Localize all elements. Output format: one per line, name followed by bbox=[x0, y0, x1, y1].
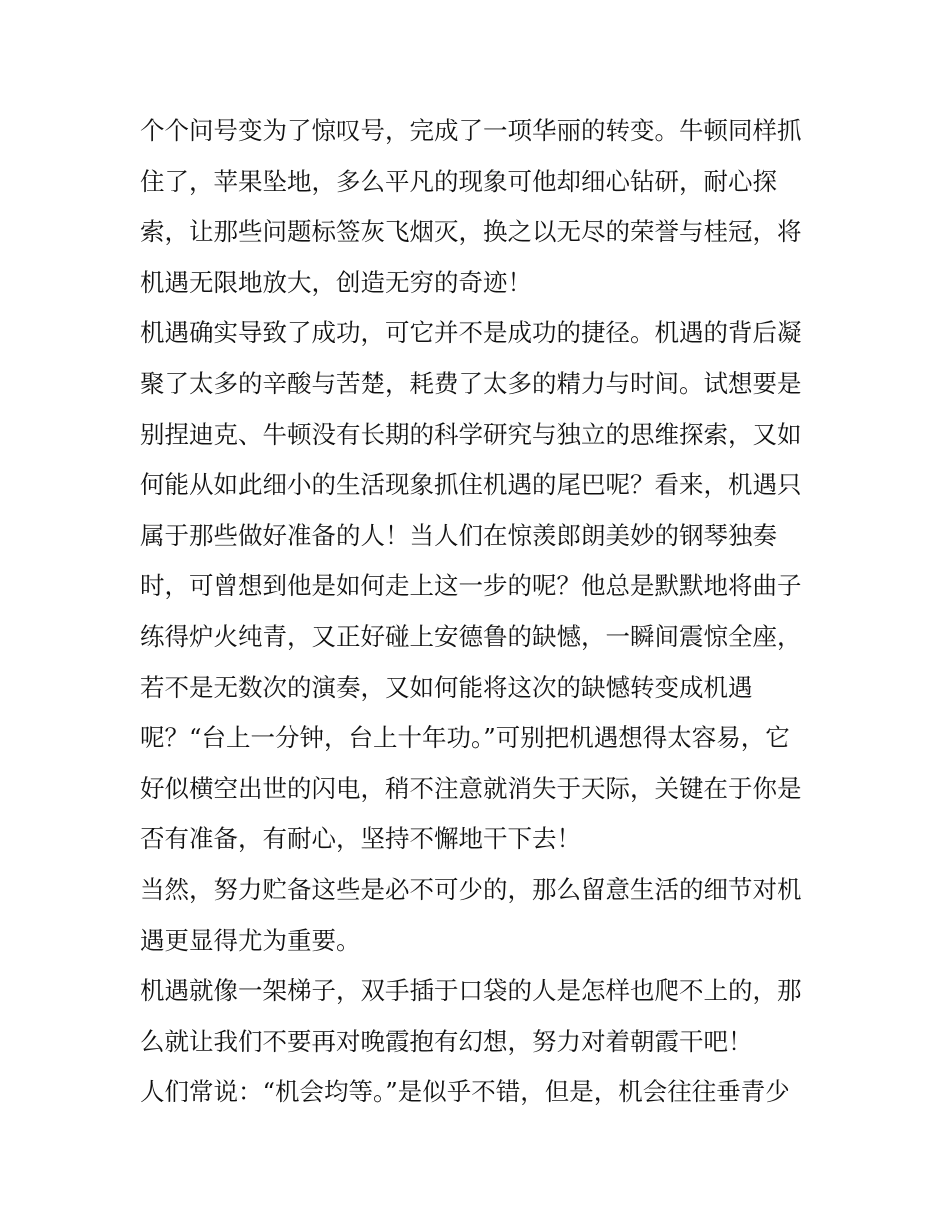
text-line: 呢？“台上一分钟，台上十年功。”可别把机遇想得太容易，它 bbox=[140, 723, 790, 753]
text-line: 属于那些做好准备的人！当人们在惊羡郎朗美妙的钢琴独奏 bbox=[140, 520, 777, 550]
text-line: 若不是无数次的演奏，又如何能将这次的缺憾转变成机遇 bbox=[140, 672, 753, 702]
text-line: 好似横空出世的闪电，稍不注意就消失于天际，关键在于你是 bbox=[140, 773, 802, 803]
text-line: 遇更显得尤为重要。 bbox=[140, 925, 361, 955]
text-line: 当然，努力贮备这些是必不可少的，那么留意生活的细节对机 bbox=[140, 874, 802, 904]
text-line: 时，可曾想到他是如何走上这一步的呢？他总是默默地将曲子 bbox=[140, 571, 802, 601]
text-line: 别捏迪克、牛顿没有长期的科学研究与独立的思维探索，又如 bbox=[140, 419, 802, 449]
document-body bbox=[140, 106, 830, 1118]
text-line: 索，让那些问题标签灰飞烟灭，换之以无尽的荣誉与桂冠，将 bbox=[140, 217, 802, 247]
text-line: 练得炉火纯青，又正好碰上安德鲁的缺憾，一瞬间震惊全座， bbox=[140, 621, 802, 651]
text-line: 个个问号变为了惊叹号，完成了一项华丽的转变。牛顿同样抓 bbox=[140, 116, 802, 145]
text-line: 住了，苹果坠地，多么平凡的现象可他却细心钻研，耐心探 bbox=[140, 166, 777, 196]
text-line: 何能从如此细小的生活现象抓住机遇的尾巴呢？看来，机遇只 bbox=[140, 470, 802, 500]
text-line: 人们常说：“机会均等。”是似乎不错，但是，机会往往垂青少 bbox=[140, 1077, 790, 1107]
text-line: 聚了太多的辛酸与苦楚，耗费了太多的精力与时间。试想要是 bbox=[140, 368, 802, 398]
text-line: 机遇无限地放大，创造无穷的奇迹！ bbox=[140, 267, 532, 297]
text-line: 么就让我们不要再对晚霞抱有幻想，努力对着朝霞干吧！ bbox=[140, 1026, 753, 1056]
text-line: 机遇确实导致了成功，可它并不是成功的捷径。机遇的背后凝 bbox=[140, 318, 802, 348]
text-line: 否有准备，有耐心，坚持不懈地干下去！ bbox=[140, 824, 581, 854]
text-line: 机遇就像一架梯子，双手插于口袋的人是怎样也爬不上的，那 bbox=[140, 976, 802, 1006]
